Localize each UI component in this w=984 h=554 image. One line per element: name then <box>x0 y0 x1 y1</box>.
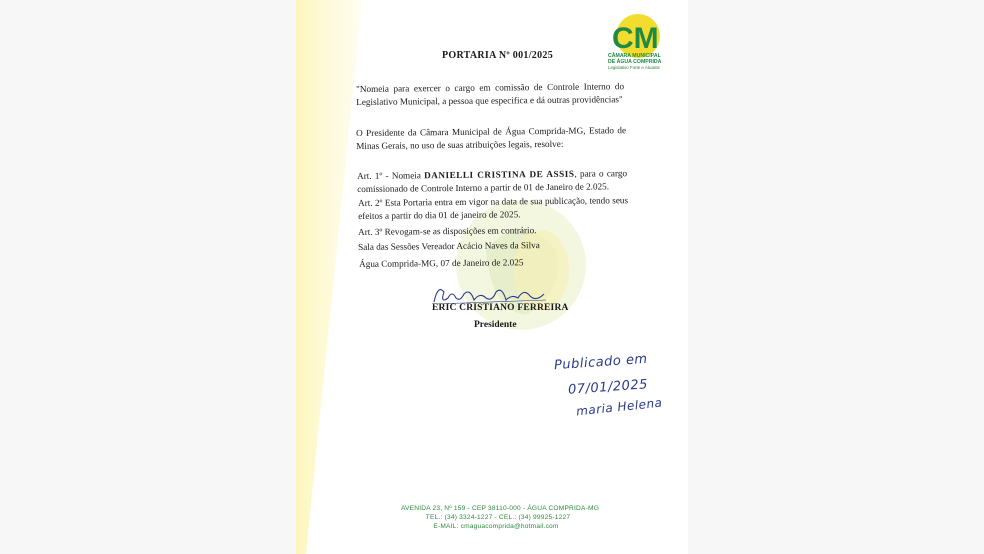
place-date-line: Água Comprida-MG, 07 de Janeiro de 2.025 <box>359 257 524 269</box>
article-1 <box>357 167 627 196</box>
publication-signer: maria Helena <box>575 395 664 419</box>
article-1-suffix: , para o cargo comissionado de Controle Interno a partir de 01 de Janeiro de 2.025. <box>357 168 628 194</box>
intro-paragraph: O Presidente da Câmara Municipal de Água Comprida-MG, Estado de Minas Gerais, no uso de suas atribuições legais, resolve: <box>356 125 627 151</box>
session-hall-line: Sala das Sessões Vereador Acácio Naves da Silva <box>358 240 540 252</box>
publication-note: Publicado em <box>553 351 649 374</box>
left-background <box>0 0 296 554</box>
document-title: PORTARIA Nº 001/2025 <box>442 50 553 61</box>
document-page <box>296 0 688 554</box>
logo-tagline: Legislativo Forte e Atuante <box>608 65 660 70</box>
publication-date: 07/01/2025 <box>567 377 649 398</box>
appointee-name: DANIELLI CRISTINA DE ASSIS <box>424 168 575 181</box>
logo-line-2: DE ÁGUA COMPRIDA <box>608 59 662 65</box>
logo-line-1: CÂMARA MUNICIPAL <box>608 53 661 59</box>
summary-quote: "Nomeia para exercer o cargo em comissão de Controle Interno do Legislativo Municipal, a pessoa que especifica e dá outras providências" <box>356 81 625 107</box>
right-background <box>688 0 984 554</box>
signatory-name: ERIC CRISTIANO FERREIRA <box>432 303 569 313</box>
article-3: Art. 3º Revogam-se as disposições em contrário. <box>358 225 537 237</box>
footer-address: AVENIDA 23, Nº 159 - CEP 38110-000 - ÁGUA COMPRIDA-MG <box>400 505 600 512</box>
signatory-role: Presidente <box>474 320 517 330</box>
article-1-prefix: Art. 1º - Nomeia <box>357 170 421 181</box>
footer-email: E-MAIL: cmaguacomprida@hotmail.com <box>433 523 559 530</box>
footer-phones: TEL.: (34) 3324-1227 - CEL.: (34) 99925-1227 <box>425 514 571 521</box>
article-2: Art. 2º Esta Portaria entra em vigor na data de sua publicação, tendo seus efeitos a partir do dia 01 de janeiro de 2025. <box>358 195 629 221</box>
logo-letters: CM <box>612 22 659 55</box>
